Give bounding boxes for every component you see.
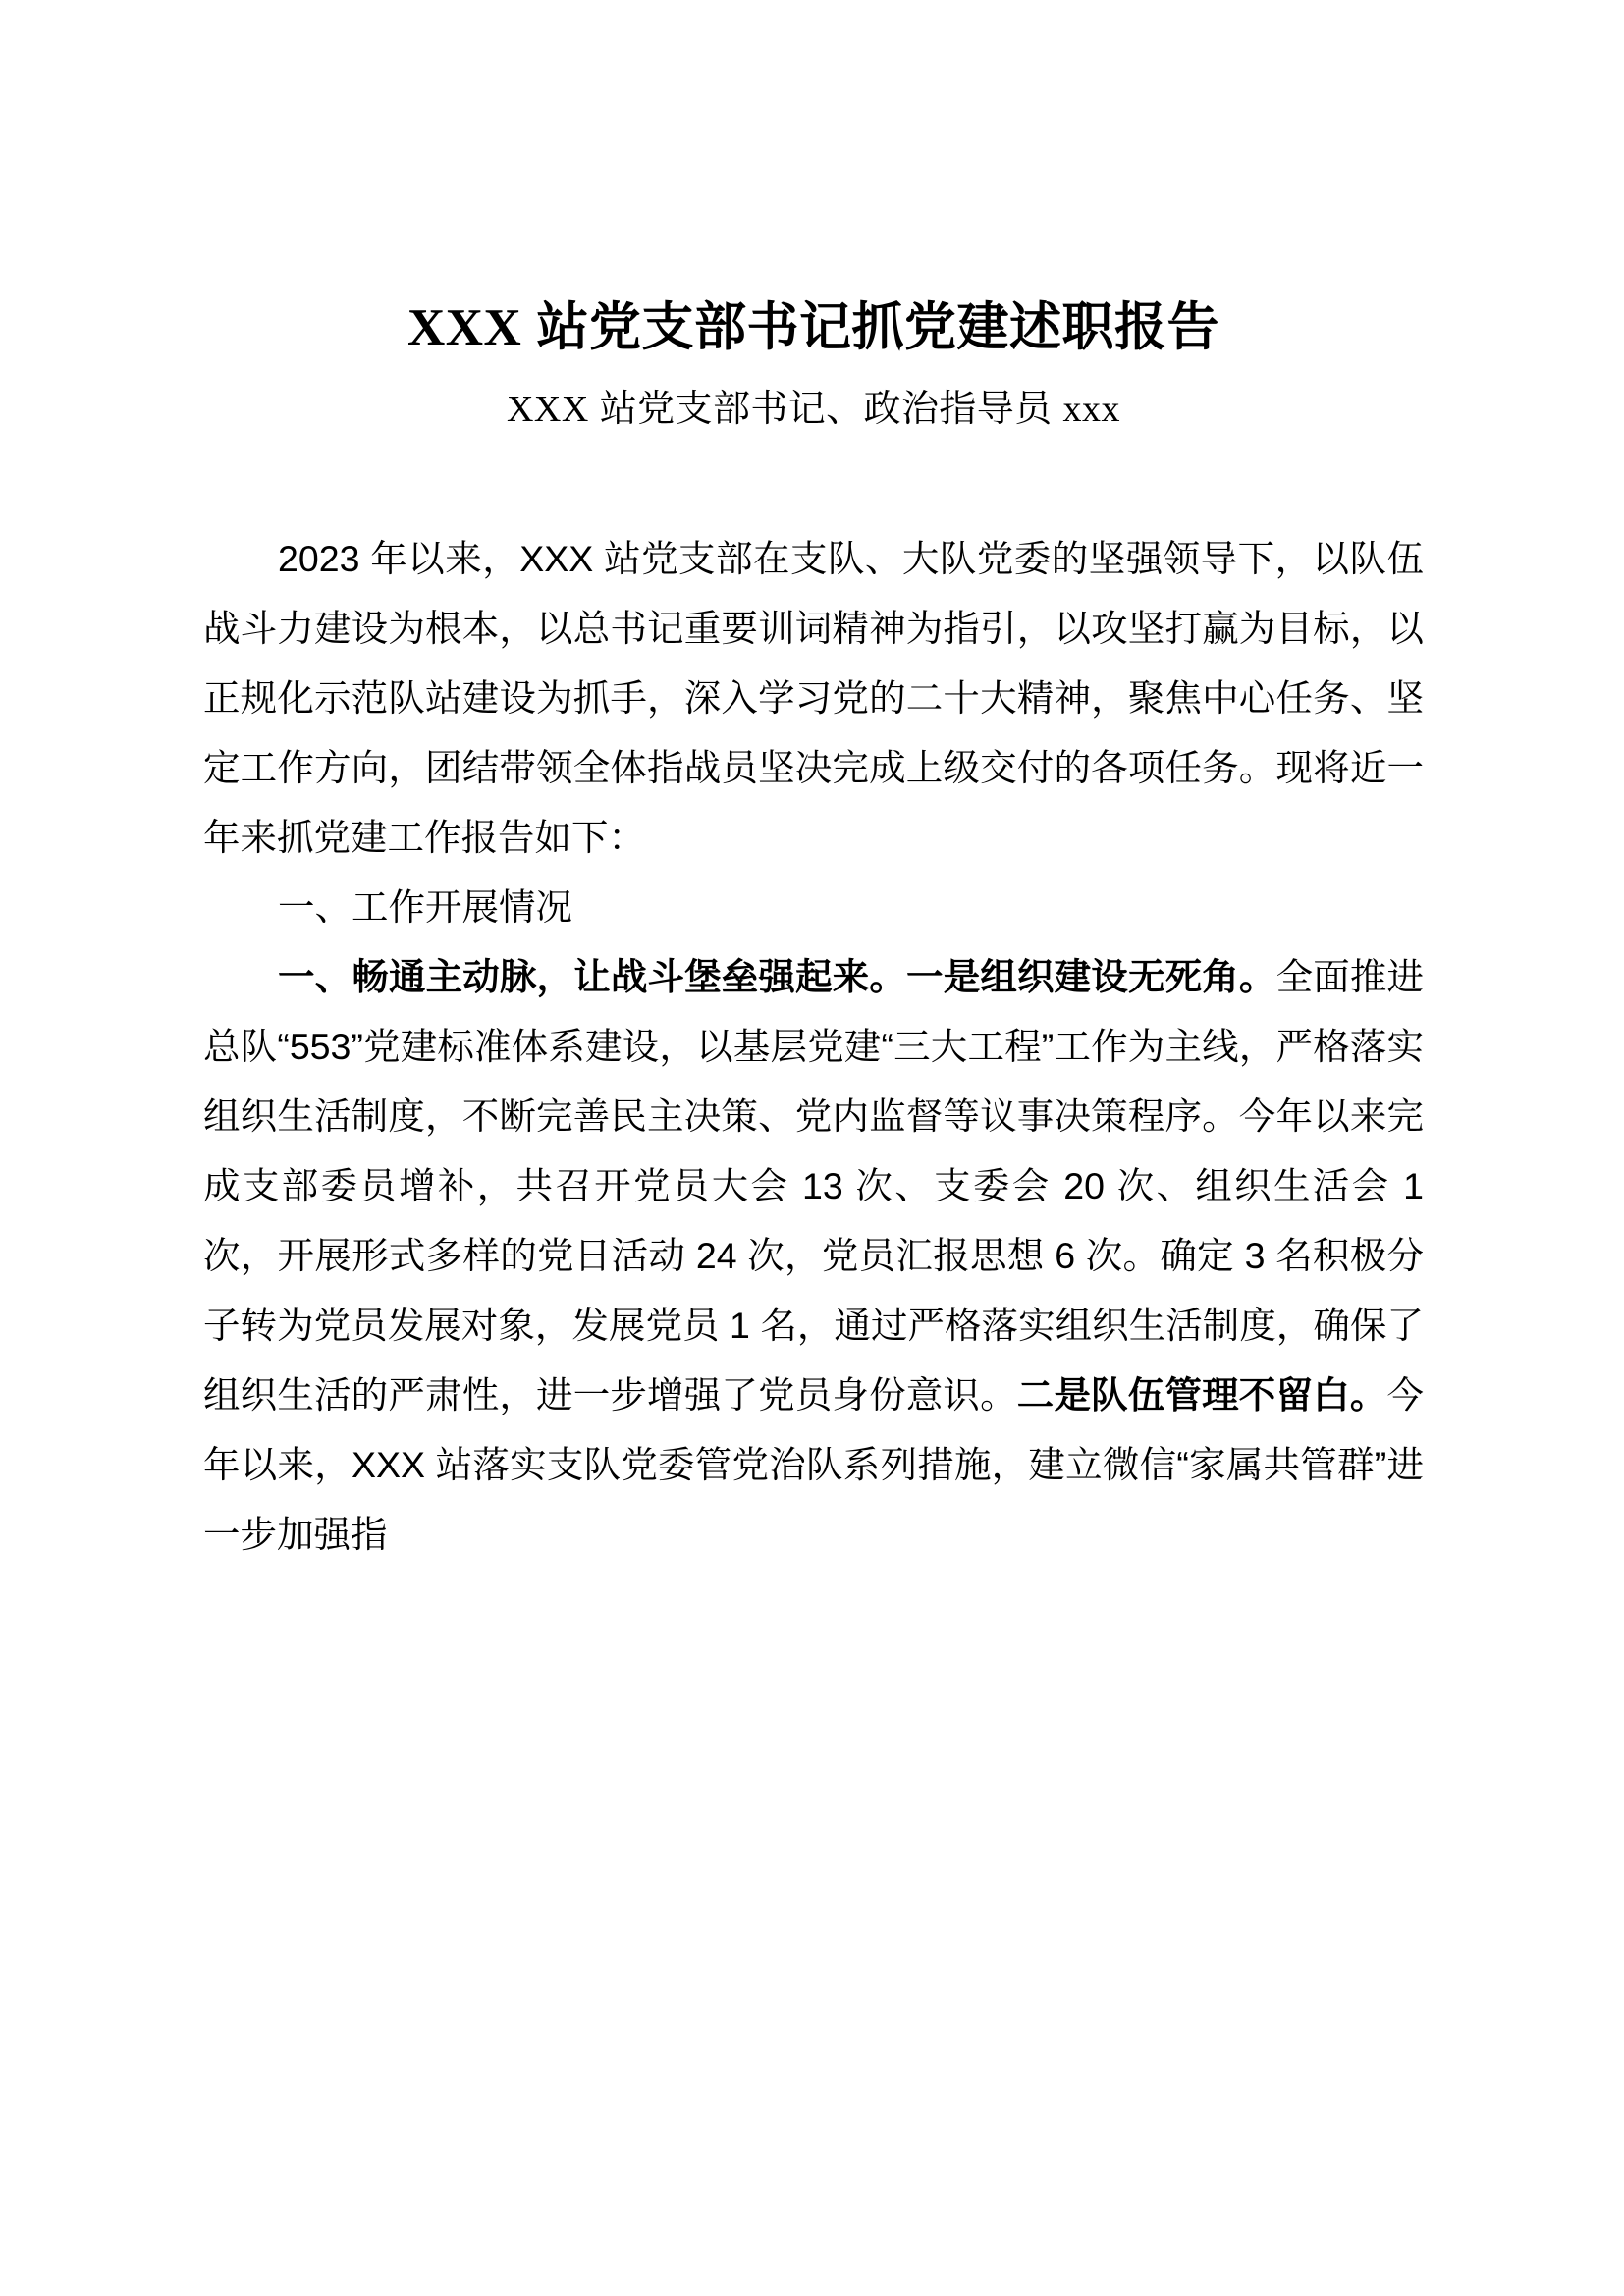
paragraph-item-one-tail: 今年以来，XXX 站落实支队党委管党治队系列措施，建立微信“家属共管群”进一步加强指 (203, 1374, 1424, 1556)
paragraph-item-one (203, 942, 1424, 1570)
page-title (203, 0, 1424, 362)
page-title-latin: XXX (406, 299, 522, 356)
page-subtitle-latin-prefix: XXX (506, 388, 589, 430)
page-subtitle-cjk: 站党支部书记、政治指导员 (588, 388, 1063, 430)
bold-lead-item-one: 一、畅通主动脉，让战斗堡垒强起来。一是组织建设无死角。 (278, 956, 1276, 998)
page-subtitle (203, 362, 1424, 434)
document-content-column (203, 0, 1424, 1570)
page-title-cjk: 站党支部书记抓党建述职报告 (521, 298, 1220, 356)
section-heading-one: 一、工作开展情况 (278, 886, 572, 929)
bold-mid-item-one: 二是队伍管理不留白。 (1016, 1374, 1387, 1416)
paragraph-item-one-body: 全面推进总队“553”党建标准体系建设，以基层党建“三大工程”工作为主线，严格落实组织生活制度，不断完善民主决策、党内监督等议事决策程序。今年以来完成支部委员增补，共召开党员大会 13 次、支委会 20 次、组织生活会 1 次，开展形式多样的党日活动 24 次，党员汇报思想 6 次。确定 3 名积极分子转为党员发展对象，发展党员 1 名，通过严格落实组织生活制度，确保了组织生活的严肃性，进一步增强了党员身份意识。 (203, 956, 1425, 1416)
document-body (203, 434, 1424, 1570)
paragraph-opening: 2023 年以来，XXX 站党支部在支队、大队党委的坚强领导下，以队伍战斗力建设为根本，以总书记重要训词精神为指引，以攻坚打赢为目标，以正规化示范队站建设为抓手，深入学习党的二十大精神，聚焦中心任务、坚定工作方向，团结带领全体指战员坚决完成上级交付的各项任务。现将近一年来抓党建工作报告如下： (203, 538, 1424, 859)
page-subtitle-latin-suffix: xxx (1062, 388, 1121, 430)
